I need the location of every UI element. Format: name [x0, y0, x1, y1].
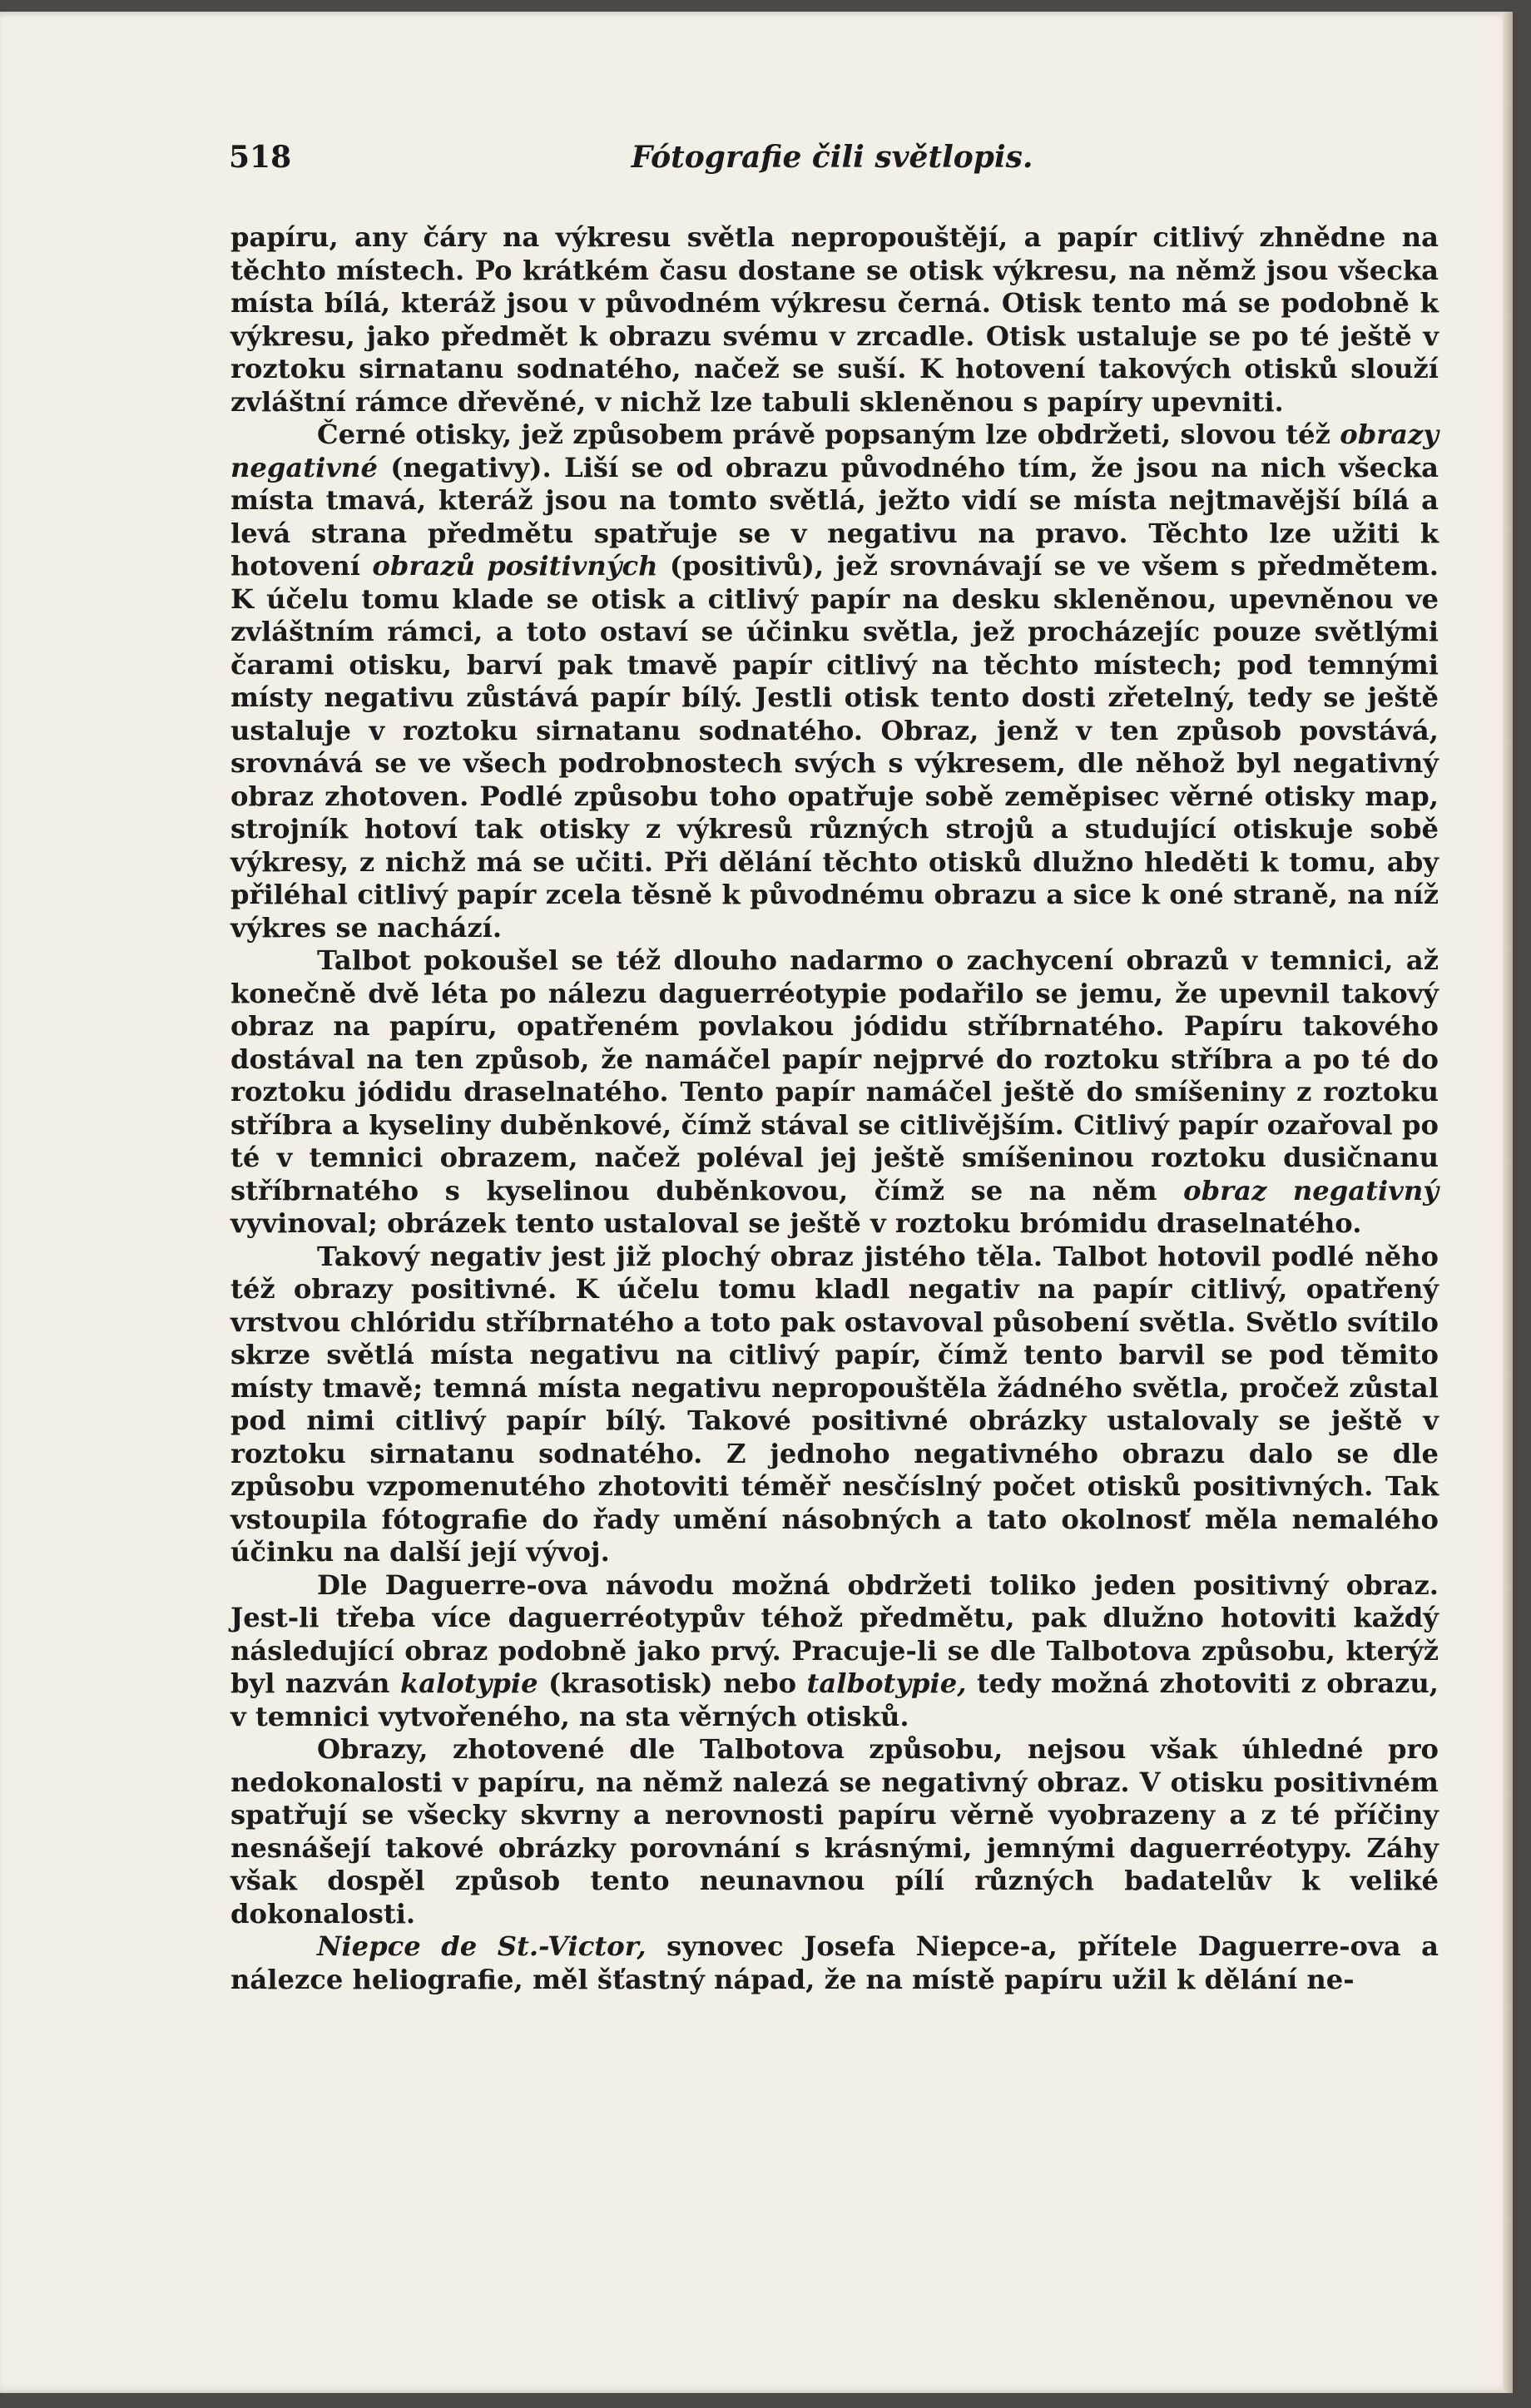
italic-term: obraz negativný: [1183, 1174, 1439, 1206]
text-run: (krasotisk) nebo: [538, 1667, 807, 1699]
italic-term: Niepce de St.-Victor,: [317, 1930, 647, 1962]
text-run: Takový negativ jest již plochý obraz jistého těla. Talbot hotovil podlé něho též obrazy positivné. K účelu tomu kladl negativ na papír citlivý, opatřený vrstvou chlóridu stříbrnatého a toto pak ostavoval působení světla. Světlo svítilo skrze světlá místa negativu na citlivý papír, čímž tento barvil se pod těmito místy tmavě; temná místa negativu nepropouštěla žádného světla, pročež zůstal pod nimi citlivý papír bílý. Takové positivné obrázky ustalovaly se ještě v roztoku sirnatanu sodnatého. Z jednoho negativného obrazu dalo se dle způsobu vzpomenutého zhotoviti téměř nesčíslný počet otisků positivných. Tak vstoupila fótografie do řady umění násobných a tato okolnosť měla nemalého účinku na další její vývoj.: [230, 1240, 1439, 1568]
page-number: 518: [229, 140, 292, 175]
text-run: Talbot pokoušel se též dlouho nadarmo o zachycení obrazů v temnici, až konečně dvě léta po nálezu daguerréotypie podařilo se jemu, že upevnil takový obraz na papíru, opatřeném povlakou jódidu stříbrnatého. Papíru takového dostával na ten způsob, že namáčel papír nejprvé do roztoku stříbra a po té do roztoku jódidu draselnatého. Tento papír namáčel ještě do smíšeniny z roztoku stříbra a kyseliny duběnkové, čímž stával se citlivějším. Citlivý papír ozařoval po té v temnici obrazem, načež poléval jej ještě smíšeninou roztoku dusičnanu stříbrnatého s kyselinou duběnkovou, čímž se na něm: [230, 944, 1439, 1206]
paragraph: [230, 1569, 1439, 1734]
running-title: Fótografie čili světlopis.: [631, 140, 1033, 175]
paragraph: [230, 1241, 1439, 1569]
paragraph: [230, 1930, 1439, 1996]
paragraph: [230, 944, 1439, 1241]
page-header: [229, 140, 1435, 190]
text-run: papíru, any čáry na výkresu světla nepropouštějí, a papír citlivý zhnědne na těchto místech. Po krátkém času dostane se otisk výkresu, na němž jsou všecka místa bílá, kteráž jsou v původném výkresu černá. Otisk tento má se podobně k výkresu, jako předmět k obrazu svému v zrcadle. Otisk ustaluje se po té ještě v roztoku sirnatanu sodnatého, načež se suší. K hotovení takových otisků slouží zvláštní rámce dřevěné, v nichž lze tabuli skleněnou s papíry upevniti.: [230, 221, 1439, 418]
italic-term: kalotypie: [399, 1667, 538, 1699]
text-run: (negativy). Liší se od obrazu původného tím, že jsou na nich všecka místa tmavá, kteráž jsou na tomto světlá, ježto vidí se místa nejtmavější bílá a levá strana předmětu spatřuje se v negativu na pravo. Těchto lze užiti k hotovení: [230, 451, 1439, 582]
text-run: Černé otisky, jež způsobem právě popsaným lze obdržeti, slovou též: [317, 419, 1340, 450]
text-run: tedy možná zhotoviti z obrazu, v temnici vytvořeného, na sta věrných otisků.: [230, 1667, 1439, 1732]
text-run: Obrazy, zhotovené dle Talbotova způsobu, nejsou však úhledné pro nedokonalosti v papíru, na němž nalezá se negativný obraz. V otisku positivném spatřují se všecky skvrny a nerovnosti papíru věrně vyobrazeny a z té příčiny nesnášejí takové obrázky porovnání s krásnými, jemnými daguerréotypy. Záhy však dospěl způsob tento neunavnou pílí různých badatelův k veliké dokonalosti.: [230, 1733, 1439, 1930]
italic-term: obrazy negativné: [230, 419, 1439, 483]
body-text: [230, 221, 1439, 1996]
text-run: (positivů), jež srovnávají se ve všem s předmětem. K účelu tomu klade se otisk a citlivý papír na desku skleněnou, upevněnou ve zvláštním rámci, a toto ostaví se účinku světla, jež procházejíc pouze světlými čarami otisku, barví pak tmavě papír citlivý na těchto místech; pod temnými místy negativu zůstává papír bílý. Jestli otisk tento dosti zřetelný, tedy se ještě ustaluje v roztoku sirnatanu sodnatého. Obraz, jenž v ten způsob povstává, srovnává se ve všech podrobnostech svých s výkresem, dle něhož byl negativný obraz zhotoven. Podlé způsobu toho opatřuje sobě zeměpisec věrné otisky map, strojník hotoví tak otisky z výkresů různých strojů a studující otiskuje sobě výkresy, z nichž má se učiti. Při dělání těchto otisků dlužno hleděti k tomu, aby přiléhal citlivý papír zcela těsně k původnému obrazu a sice k oné straně, na níž výkres se nachází.: [230, 550, 1439, 944]
paragraph: [230, 1733, 1439, 1930]
italic-term: obrazů positivných: [372, 550, 658, 582]
italic-term: talbotypie,: [806, 1667, 967, 1699]
text-run: Dle Daguerre-ova návodu možná obdržeti toliko jeden positivný obraz. Jest-li třeba více daguerréotypův téhož předmětu, pak dlužno hotoviti každý následující obraz podobně jako prvý. Pracuje-li se dle Talbotova způsobu, kterýž byl nazván: [230, 1568, 1439, 1699]
paragraph: [230, 221, 1439, 419]
page-edge: [1503, 12, 1513, 2393]
text-run: vyvinoval; obrázek tento ustaloval se ještě v roztoku brómidu draselnatého.: [230, 1207, 1362, 1239]
paragraph: [230, 419, 1439, 944]
text-run: synovec Josefa Niepce-a, přítele Daguerre-ova a nálezce heliografie, měl šťastný nápad, že na místě papíru užil k dělání ne-: [230, 1930, 1439, 1995]
